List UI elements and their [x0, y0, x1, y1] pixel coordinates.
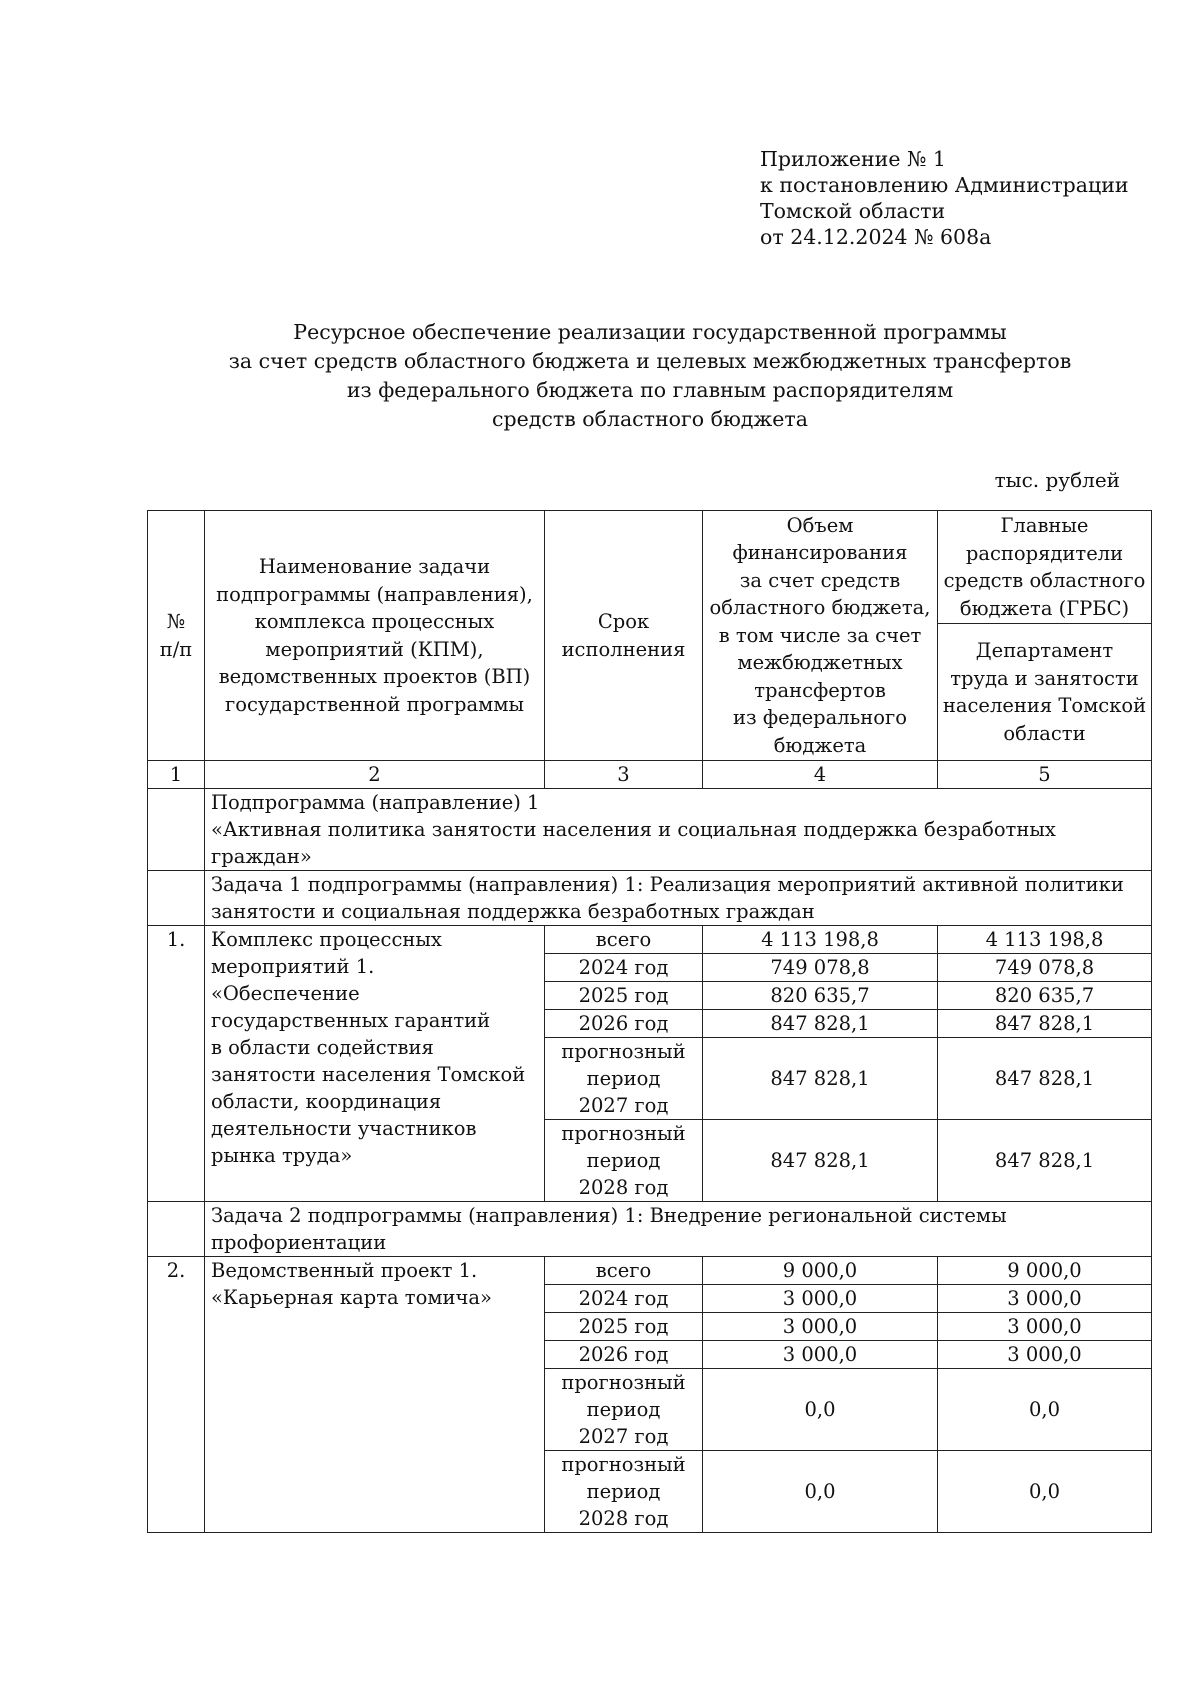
header-text: исполнения: [561, 637, 686, 661]
subprogram-text: граждан»: [211, 845, 312, 868]
period-text: 2028 год: [578, 1176, 669, 1199]
header-text: Срок: [597, 610, 650, 633]
item-name: [205, 926, 545, 1202]
item-name-text: Ведомственный проект 1.: [211, 1259, 478, 1282]
table-row: [148, 1257, 1152, 1285]
header-row: [148, 511, 1152, 624]
header-text: межбюджетных: [737, 651, 903, 675]
header-name: [205, 511, 545, 761]
period-cell: [545, 1120, 703, 1202]
header-text: комплекса процессных: [254, 610, 495, 633]
column-number: 1: [148, 761, 205, 789]
grbs-cell: 820 635,7: [938, 982, 1152, 1010]
units-label: тыс. рублей: [994, 468, 1120, 492]
item-name: [205, 1257, 545, 1533]
grbs-cell: 4 113 198,8: [938, 926, 1152, 954]
header-period: [545, 511, 703, 761]
grbs-cell: 749 078,8: [938, 954, 1152, 982]
header-text: мероприятий (КПМ),: [265, 637, 484, 661]
period-cell: 2024 год: [545, 1285, 703, 1313]
header-grbs: [938, 511, 1152, 624]
header-text: бюджета: [773, 733, 867, 757]
task-text: Задача 1 подпрограммы (направления) 1: Реализация мероприятий активной политики: [211, 873, 1124, 896]
item-name-text: Комплекс процессных: [211, 928, 442, 951]
item-name-text: рынка труда»: [211, 1144, 353, 1167]
task-cell: [205, 1202, 1152, 1257]
task-text: профориентации: [211, 1231, 387, 1254]
volume-cell: 0,0: [703, 1369, 938, 1451]
period-text: прогнозный: [561, 1453, 686, 1476]
column-number: 2: [205, 761, 545, 789]
item-name-text: мероприятий 1.: [211, 955, 375, 978]
header-number: [148, 511, 205, 761]
column-number: 3: [545, 761, 703, 789]
empty-cell: [148, 871, 205, 926]
period-text: период: [586, 1149, 661, 1172]
header-text: за счет средств: [739, 568, 901, 592]
header-text: Объем: [786, 513, 854, 537]
grbs-cell: 0,0: [938, 1451, 1152, 1533]
period-text: прогнозный: [561, 1371, 686, 1394]
subprogram-row: [148, 789, 1152, 871]
column-number: 4: [703, 761, 938, 789]
item-name-text: государственных гарантий: [211, 1009, 491, 1032]
period-text: 2027 год: [578, 1425, 669, 1448]
header-text: бюджета (ГРБС): [959, 596, 1130, 620]
item-number: 2.: [148, 1257, 205, 1533]
title-line: Ресурсное обеспечение реализации государственной программы: [293, 320, 1007, 344]
grbs-cell: 3 000,0: [938, 1285, 1152, 1313]
header-text: Наименование задачи: [258, 555, 491, 578]
header-volume: [703, 511, 938, 761]
volume-cell: 847 828,1: [703, 1010, 938, 1038]
appendix-block: [760, 146, 1129, 250]
header-text: областного бюджета,: [709, 596, 931, 620]
header-text: п/п: [159, 637, 193, 661]
grbs-cell: 847 828,1: [938, 1038, 1152, 1120]
volume-cell: 3 000,0: [703, 1313, 938, 1341]
item-name-text: области, координация: [211, 1090, 442, 1113]
document-title: [150, 318, 1150, 434]
subprogram-text: «Активная политика занятости населения и социальная поддержка безработных: [211, 818, 1056, 841]
period-cell: 2026 год: [545, 1341, 703, 1369]
period-text: 2027 год: [578, 1094, 669, 1117]
period-text: период: [586, 1480, 661, 1503]
volume-cell: 820 635,7: [703, 982, 938, 1010]
period-cell: 2025 год: [545, 982, 703, 1010]
grbs-cell: 847 828,1: [938, 1010, 1152, 1038]
period-cell: 2026 год: [545, 1010, 703, 1038]
volume-cell: 4 113 198,8: [703, 926, 938, 954]
item-name-text: в области содействия: [211, 1036, 434, 1059]
item-name-text: деятельности участников: [211, 1117, 477, 1140]
header-text: Главные: [1000, 514, 1089, 537]
period-cell: 2025 год: [545, 1313, 703, 1341]
volume-cell: 3 000,0: [703, 1341, 938, 1369]
header-text: №: [166, 610, 186, 633]
volume-cell: 847 828,1: [703, 1120, 938, 1202]
grbs-cell: 3 000,0: [938, 1313, 1152, 1341]
volume-cell: 3 000,0: [703, 1285, 938, 1313]
appendix-line: Томской области: [760, 199, 946, 223]
period-cell: [545, 1369, 703, 1451]
title-line: из федерального бюджета по главным распорядителям: [346, 378, 954, 402]
period-text: период: [586, 1398, 661, 1421]
header-text: населения Томской: [942, 694, 1147, 717]
period-cell: [545, 1038, 703, 1120]
title-line: за счет средств областного бюджета и целевых межбюджетных трансфертов: [228, 349, 1072, 373]
header-text: Департамент: [975, 639, 1114, 662]
resource-table: [147, 510, 1152, 1533]
table-row: [148, 926, 1152, 954]
header-text: подпрограммы (направления),: [216, 582, 533, 606]
task-row: [148, 1202, 1152, 1257]
period-text: прогнозный: [561, 1040, 686, 1063]
header-text: из федерального: [733, 706, 907, 730]
header-text: распорядители: [965, 541, 1124, 565]
subprogram-text: Подпрограмма (направление) 1: [211, 791, 540, 814]
empty-cell: [148, 1202, 205, 1257]
period-cell: [545, 1451, 703, 1533]
column-number-row: [148, 761, 1152, 789]
appendix-line: к постановлению Администрации: [760, 173, 1129, 197]
subprogram-cell: [205, 789, 1152, 871]
column-number: 5: [938, 761, 1152, 789]
grbs-cell: 0,0: [938, 1369, 1152, 1451]
period-text: прогнозный: [561, 1122, 686, 1145]
period-cell: всего: [545, 926, 703, 954]
item-number: 1.: [148, 926, 205, 1202]
period-cell: 2024 год: [545, 954, 703, 982]
grbs-cell: 9 000,0: [938, 1257, 1152, 1285]
volume-cell: 749 078,8: [703, 954, 938, 982]
item-name-text: «Обеспечение: [211, 982, 360, 1005]
header-text: в том числе за счет: [718, 623, 922, 647]
empty-cell: [148, 789, 205, 871]
item-name-text: занятости населения Томской: [211, 1063, 526, 1086]
item-name-text: «Карьерная карта томича»: [211, 1286, 492, 1309]
header-text: средств областного: [943, 569, 1146, 592]
period-text: период: [586, 1067, 661, 1090]
header-text: ведомственных проектов (ВП): [218, 665, 531, 688]
volume-cell: 9 000,0: [703, 1257, 938, 1285]
volume-cell: 0,0: [703, 1451, 938, 1533]
period-text: 2028 год: [578, 1507, 669, 1530]
task-text: занятости и социальная поддержка безработных граждан: [211, 900, 815, 923]
task-row: [148, 871, 1152, 926]
volume-cell: 847 828,1: [703, 1038, 938, 1120]
appendix-line: от 24.12.2024 № 608а: [760, 225, 992, 249]
header-text: финансирования: [732, 541, 908, 565]
header-text: области: [1003, 721, 1086, 745]
header-text: труда и занятости: [950, 666, 1139, 690]
period-cell: всего: [545, 1257, 703, 1285]
appendix-line: Приложение № 1: [760, 147, 946, 171]
grbs-cell: 3 000,0: [938, 1341, 1152, 1369]
grbs-cell: 847 828,1: [938, 1120, 1152, 1202]
header-department: [938, 624, 1152, 761]
title-line: средств областного бюджета: [492, 407, 808, 431]
header-text: государственной программы: [224, 692, 525, 716]
task-cell: [205, 871, 1152, 926]
header-text: трансфертов: [754, 678, 886, 702]
task-text: Задача 2 подпрограммы (направления) 1: Внедрение региональной системы: [211, 1204, 1007, 1227]
